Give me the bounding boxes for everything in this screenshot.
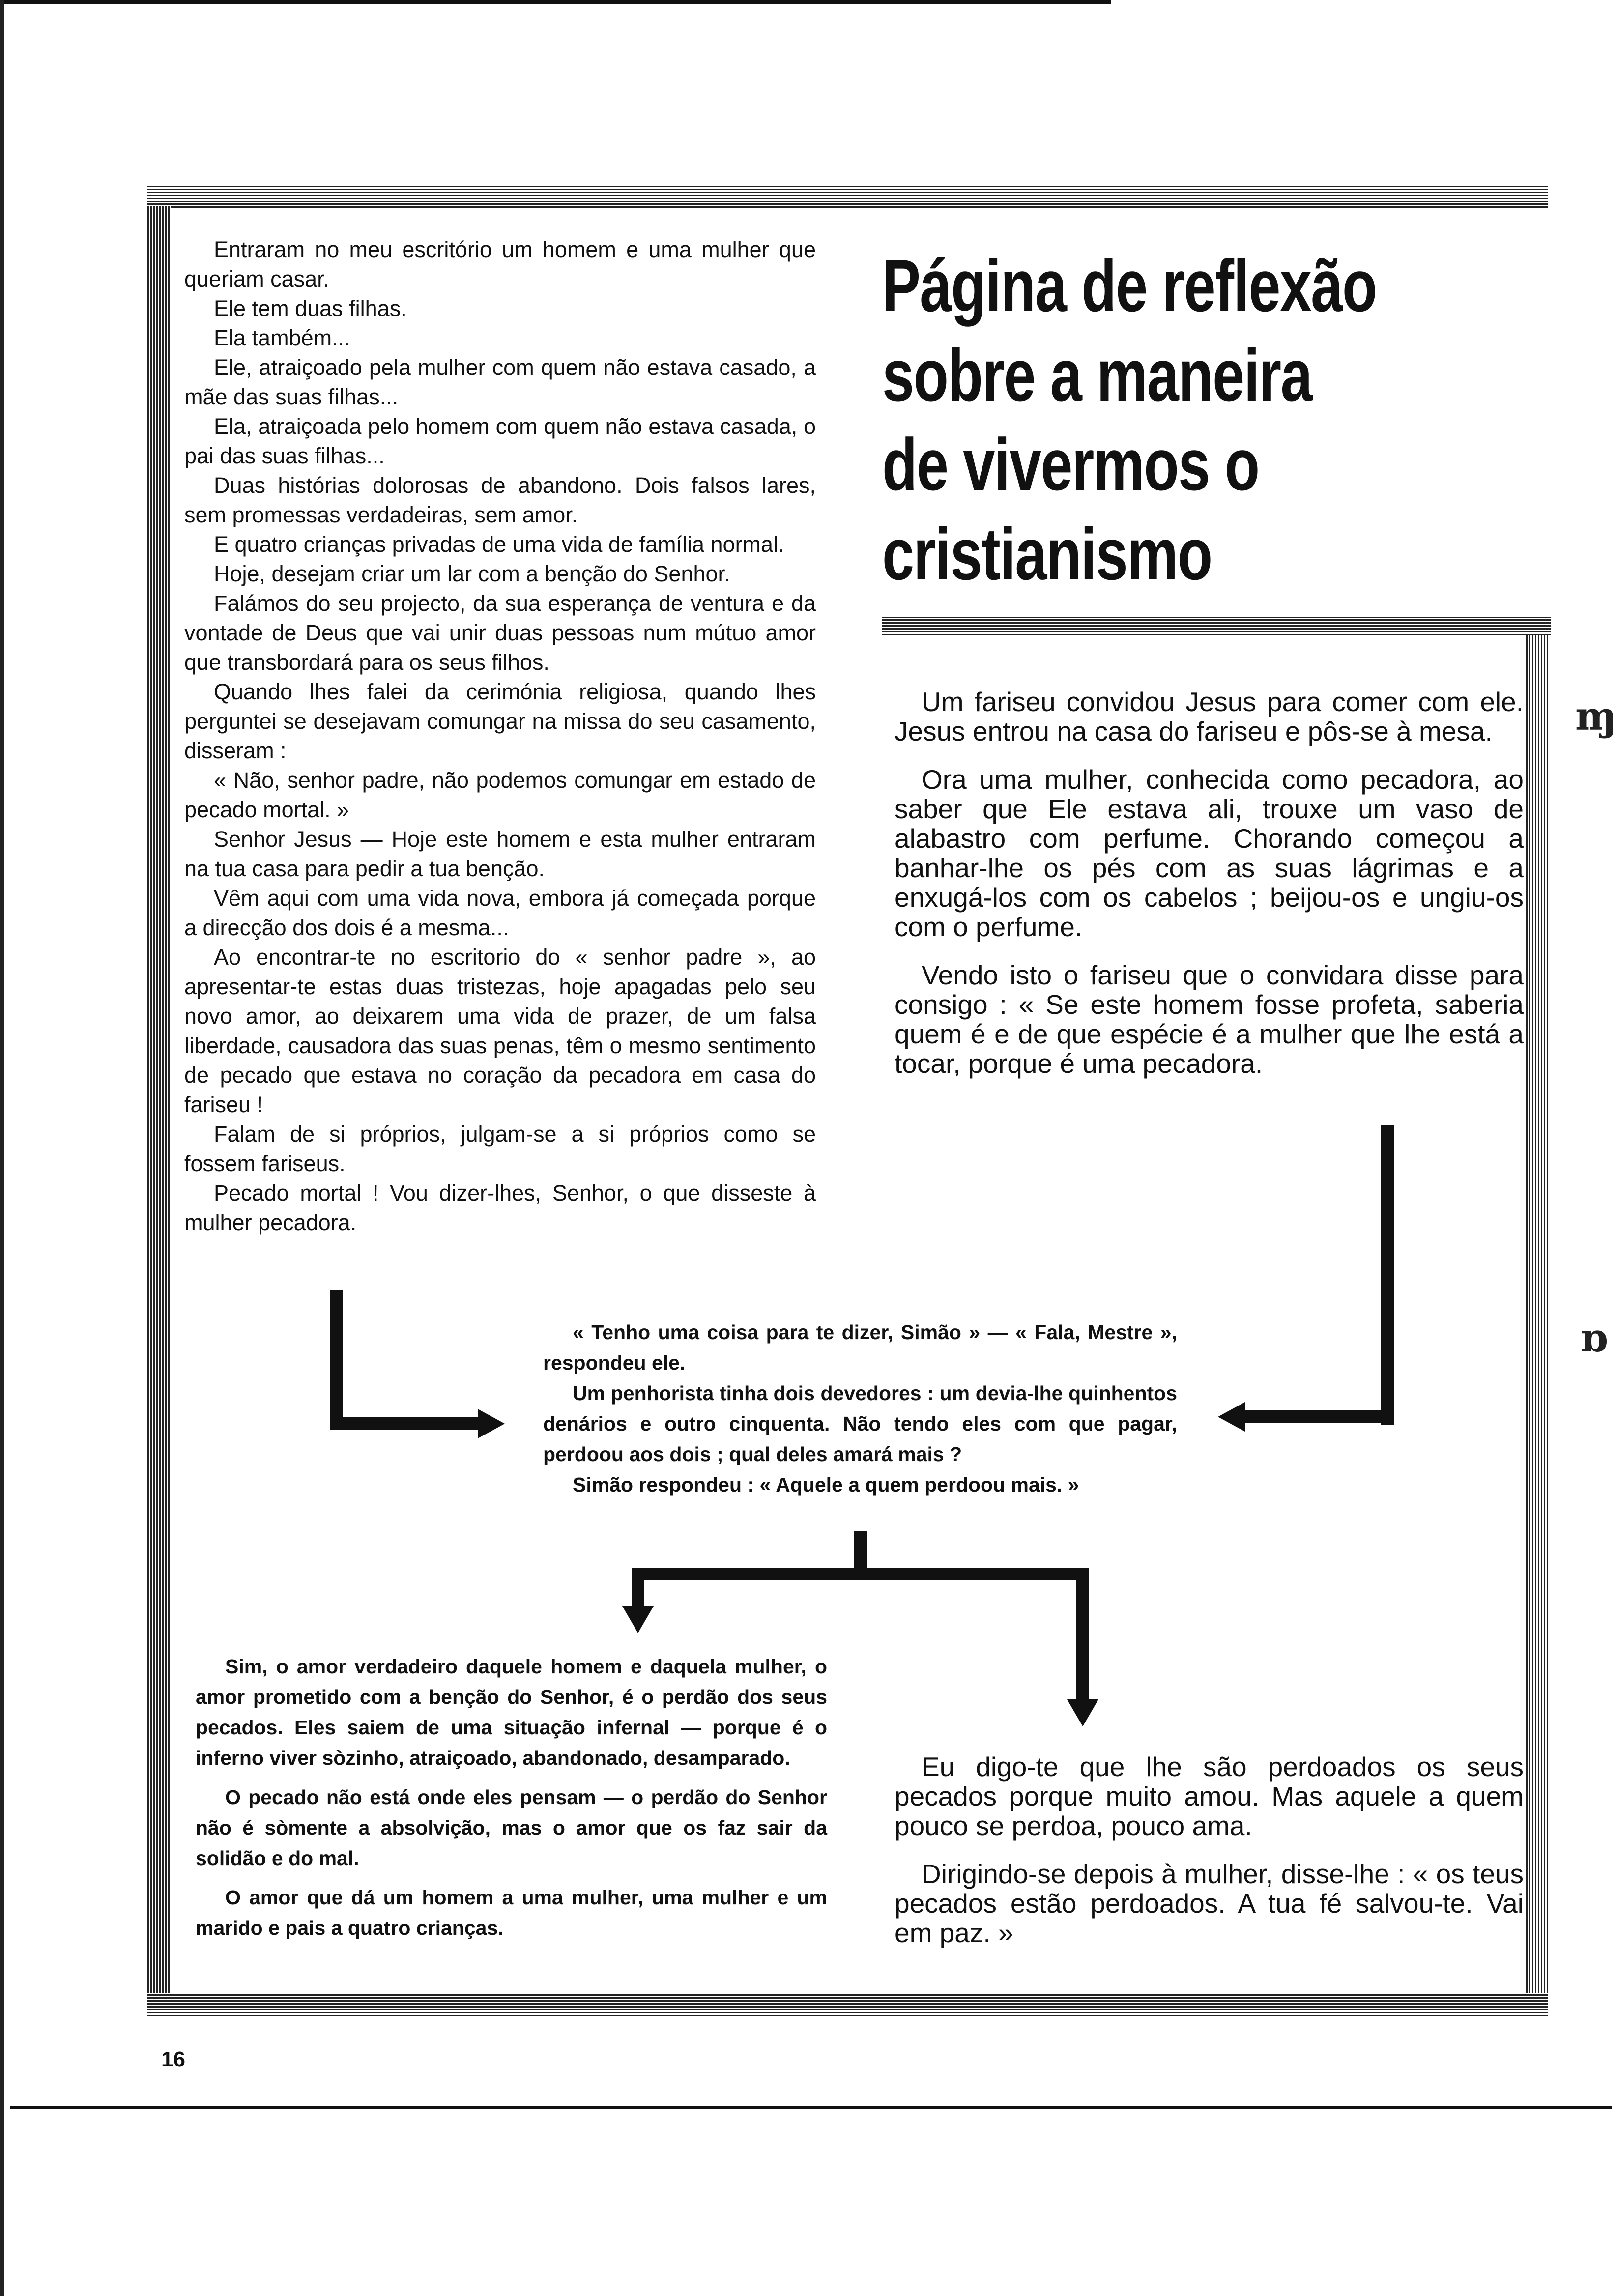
connector-line <box>330 1290 343 1430</box>
title-line: Página de reflexão <box>882 244 1377 327</box>
paragraph: Pecado mortal ! Vou dizer-lhes, Senhor, o que disseste à mulher pecadora. <box>184 1180 816 1235</box>
paragraph: Ora uma mulher, conhecida como pecadora, ao saber que Ele estava ali, trouxe um vaso de alabastro com perfume. Chorando começou a banhar-lhe os pés com as suas lágrimas e a enxugá-los com os cabelos ; beijou-os e ungiu-os com o perfume. <box>895 764 1524 942</box>
scan-edge-left <box>0 0 4 2296</box>
title-line: sobre a maneira <box>882 334 1312 416</box>
parable-passage <box>543 1317 1177 1500</box>
connector-line <box>1381 1125 1394 1425</box>
page-number: 16 <box>161 2047 185 2071</box>
paragraph: « Tenho uma coisa para te dizer, Simão » — « Fala, Mestre », respondeu ele. <box>543 1321 1177 1374</box>
connector-line <box>632 1568 644 1607</box>
paragraph: Duas histórias dolorosas de abandono. Dois falsos lares, sem promessas verdadeiras, sem amor. <box>184 473 816 527</box>
paragraph: Ela também... <box>214 325 350 350</box>
paragraph: Ele, atraiçoado pela mulher com quem não estava casado, a mãe das suas filhas... <box>184 355 816 409</box>
arrow-down-icon <box>622 1606 654 1633</box>
paragraph: Ao encontrar-te no escritorio do « senhor padre », ao apresentar-te estas duas tristezas, hoje apagadas pelo seu novo amor, ao deixarem uma vida de prazer, de um falsa liberdade, causadora das suas penas, têm o mesmo sentimento de pecado que estava no coração da pecadora em casa do fariseu ! <box>184 945 816 1117</box>
paragraph: Ele tem duas filhas. <box>214 296 407 321</box>
connector-line <box>854 1531 867 1573</box>
hatched-rule-top <box>147 184 1548 208</box>
scan-edge-bottom <box>10 2106 1612 2109</box>
paragraph: Um fariseu convidou Jesus para comer com ele. Jesus entrou na casa do fariseu e pôs-se à mesa. <box>895 687 1524 746</box>
paragraph: Entraram no meu escritório um homem e uma mulher que queriam casar. <box>184 237 816 291</box>
margin-ornament-icon: ɒ <box>1580 1315 1608 1361</box>
gospel-passage-top <box>895 687 1524 1097</box>
arrow-left-icon <box>1218 1402 1245 1432</box>
margin-ornament-icon: ɱ <box>1575 693 1617 739</box>
scan-edge-top <box>0 0 1111 4</box>
connector-line <box>632 1568 1089 1580</box>
reflection-passage <box>196 1651 827 1952</box>
arrow-down-icon <box>1067 1699 1098 1726</box>
paragraph: Simão respondeu : « Aquele a quem perdoou mais. » <box>573 1473 1079 1496</box>
narrative-column <box>184 235 816 1237</box>
page-title <box>882 241 1542 599</box>
paragraph: Vendo isto o fariseu que o convidara disse para consigo : « Se este homem fosse profeta, saberia quem é e de que espécie é a mulher que lhe está a tocar, porque é uma pecadora. <box>895 960 1524 1079</box>
connector-line <box>330 1417 478 1430</box>
paragraph: Falámos do seu projecto, da sua esperança de ventura e da vontade de Deus que vai unir duas pessoas num mútuo amor que transbordará para os seus filhos. <box>184 591 816 675</box>
paragraph: Eu digo-te que lhe são perdoados os seus pecados porque muito amou. Mas aquele a quem pouco se perdoa, pouco ama. <box>895 1751 1524 1841</box>
paragraph: Vêm aqui com uma vida nova, embora já começada porque a direcção dos dois é a mesma... <box>184 886 816 940</box>
connector-line <box>1243 1410 1394 1423</box>
paragraph: O amor que dá um homem a uma mulher, uma mulher e um marido e pais a quatro crianças. <box>196 1886 827 1939</box>
gospel-passage-bottom <box>895 1752 1524 1966</box>
paragraph: Dirigindo-se depois à mulher, disse-lhe : « os teus pecados estão perdoados. A tua fé salvou-te. Vai em paz. » <box>895 1859 1524 1948</box>
paragraph: Falam de si próprios, julgam-se a si próprios como se fossem fariseus. <box>184 1121 816 1176</box>
paragraph: Um penhorista tinha dois devedores : um devia-lhe quinhentos denários e outro cinquenta. Não tendo eles com que pagar, perdoou aos dois ; qual deles amará mais ? <box>543 1382 1177 1465</box>
hatched-rule-left <box>147 206 171 2010</box>
title-line: cristianismo <box>882 513 1212 595</box>
paragraph: E quatro crianças privadas de uma vida de família normal. <box>214 532 784 557</box>
paragraph: Ela, atraiçoada pelo homem com quem não estava casada, o pai das suas filhas... <box>184 414 816 468</box>
paragraph: Senhor Jesus — Hoje este homem e esta mulher entraram na tua casa para pedir a tua benção. <box>184 827 816 881</box>
hatched-rule-right <box>1526 629 1550 2005</box>
title-line: de vivermos o <box>882 423 1259 506</box>
hatched-rule-bottom <box>147 1993 1548 2016</box>
hatched-rule-headline <box>882 617 1551 635</box>
paragraph: O pecado não está onde eles pensam — o perdão do Senhor não é sòmente a absolvição, mas o amor que os faz sair da solidão e do mal. <box>196 1786 827 1869</box>
paragraph: « Não, senhor padre, não podemos comungar em estado de pecado mortal. » <box>184 768 816 822</box>
paragraph: Sim, o amor verdadeiro daquele homem e daquela mulher, o amor prometido com a benção do Senhor, é o perdão dos seus pecados. Eles saiem de uma situação infernal — porque é o inferno viver sòzinho, atraiçoado, abandonado, desamparado. <box>196 1655 827 1769</box>
paragraph: Hoje, desejam criar um lar com a benção do Senhor. <box>214 561 730 586</box>
connector-line <box>1076 1568 1089 1700</box>
arrow-right-icon <box>478 1409 505 1438</box>
paragraph: Quando lhes falei da cerimónia religiosa, quando lhes perguntei se desejavam comungar na missa do seu casamento, disseram : <box>184 679 816 763</box>
